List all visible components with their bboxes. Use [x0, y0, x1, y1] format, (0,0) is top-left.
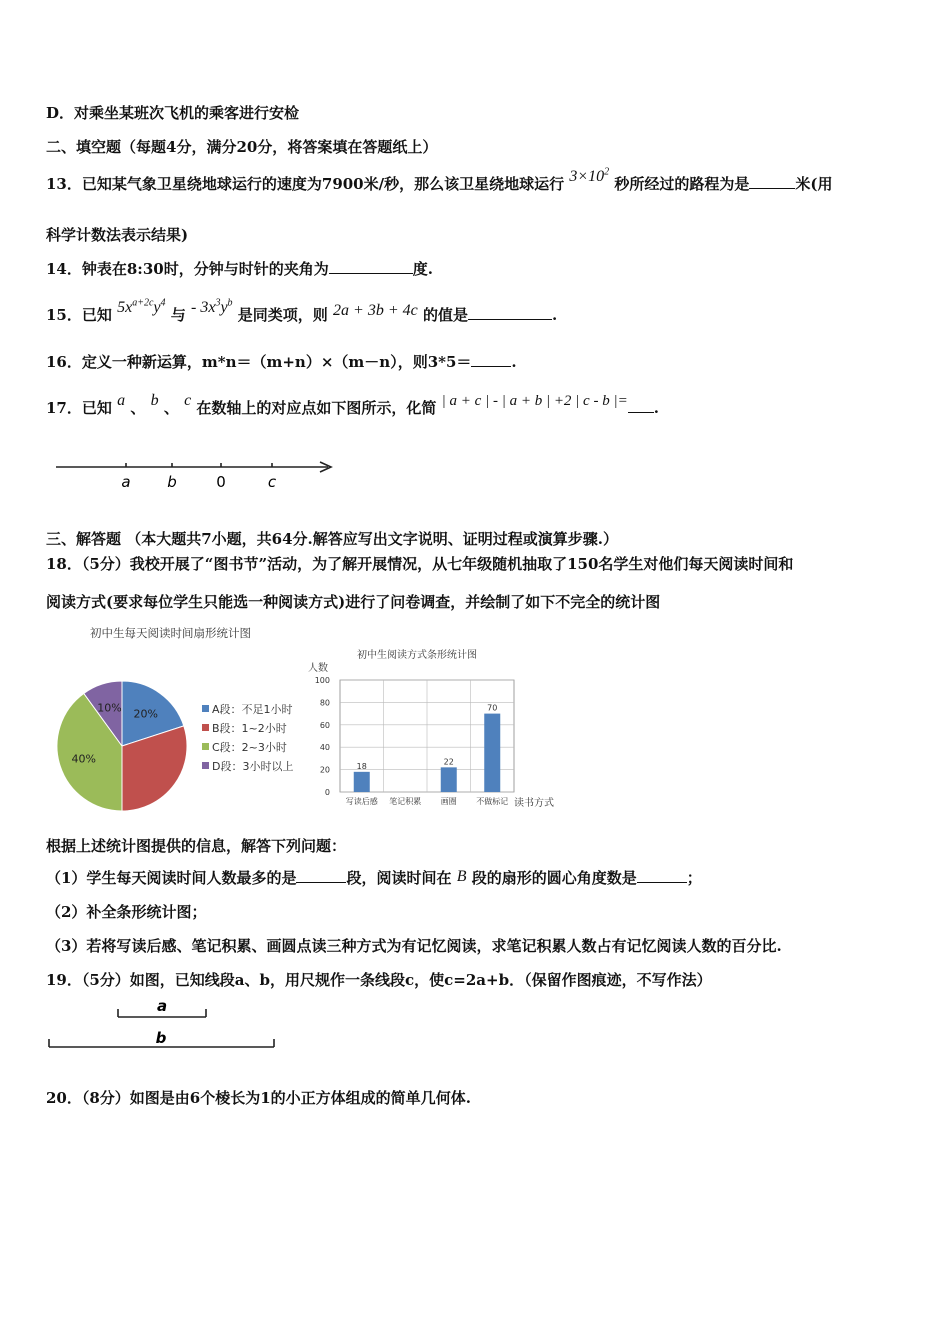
pie-legend-label-0: A段：不足1小时: [212, 703, 293, 716]
pie-slice-label-2: 40%: [71, 752, 96, 766]
bar-ytick-5: 100: [314, 676, 330, 685]
q13-exponent: 2: [604, 166, 610, 178]
bar-2: [441, 767, 457, 792]
q13-text-a: 13．已知某气象卫星绕地球运行的速度为7900米/秒，那么该卫星绕地球运行: [46, 175, 565, 193]
q13-text-b: 秒所经过的路程为是: [614, 175, 750, 193]
question-18-cont: 阅读方式(要求每位学生只能选一种阅读方式)进行了问卷调查，并绘制了如下不完全的统计图: [46, 593, 661, 611]
q17-var-b: b: [150, 392, 159, 409]
q15-t2-exp: 3: [215, 297, 221, 309]
q17-text-b: 在数轴上的对应点如下图所示，化简: [196, 399, 437, 417]
bar-chart-ylabel: 人数: [308, 663, 328, 674]
bar-chart-title: 初中生阅读方式条形统计图: [357, 650, 477, 661]
question-16: [46, 351, 517, 372]
q17-text-a: 17．已知: [46, 399, 112, 417]
pie-slice-label-0: 20%: [133, 707, 158, 721]
q14-text-b: 度.: [412, 260, 433, 278]
pie-chart-title: 初中生每天阅读时间扇形统计图: [90, 626, 251, 640]
question-18-part-1: [46, 867, 702, 888]
q17-var-a: a: [117, 392, 126, 409]
q17-expression: | a + c | - | a + b | +2 | c - b |=: [441, 393, 628, 409]
pie-legend-label-3: D段：3小时以上: [212, 760, 294, 773]
q18-1-text-c: 段的扇形的圆心角度数是: [471, 869, 637, 887]
q14-answer-blank[interactable]: [329, 261, 413, 274]
bar-category-3: 不做标记: [476, 797, 509, 806]
q15-t1-base: 5x: [117, 299, 133, 316]
question-15: [46, 297, 558, 325]
q18-1-text-b: 段，阅读时间在: [346, 869, 452, 887]
q15-text-a: 15．已知: [46, 306, 112, 324]
question-13: [46, 166, 833, 194]
q13-expression: [569, 168, 609, 185]
label-zero: 0: [216, 473, 226, 491]
question-19: 19．（5分）如图，已知线段a、b，用尺规作一条线段c，使c=2a+b．（保留作图痕迹，不写作法）: [46, 971, 712, 989]
q15-t2-yexp: b: [227, 297, 233, 309]
q18-1-blank-1[interactable]: [296, 870, 346, 883]
bar-ytick-1: 20: [319, 765, 330, 775]
q15-term-2: [191, 299, 233, 316]
q15-term-1: [117, 299, 165, 316]
pie-chart: [50, 620, 320, 820]
pie-legend-label-2: C段：2~3小时: [212, 741, 287, 754]
pie-legend-label-1: B段：1~2小时: [212, 722, 287, 735]
section-fill-in-title: 二、填空题（每题4分，满分20分，将答案填在答题纸上）: [46, 138, 438, 156]
q17-var-c: c: [184, 392, 192, 409]
q15-t1-yexp: 4: [160, 297, 166, 309]
bar-3: [484, 714, 500, 792]
q17-sep-2: 、: [163, 399, 179, 417]
bar-chart: [300, 640, 570, 820]
q16-text-b: .: [511, 353, 517, 371]
q15-text-d: 的值是: [422, 306, 468, 324]
q13-base: 3×10: [569, 168, 605, 185]
bar-ytick-4: 80: [319, 698, 330, 708]
question-18-part-3: （3）若将写读后感、笔记积累、画圆点读三种方式为有记忆阅读，求笔记积累人数占有记忆阅读人数的百分比.: [46, 937, 782, 955]
pie-slice-label-3: 10%: [97, 701, 122, 715]
q15-t2-y: y: [220, 299, 228, 316]
q15-expression: 2a + 3b + 4c: [333, 302, 418, 319]
q14-text-a: 14．钟表在8:30时，分钟与时针的夹角为: [46, 260, 329, 278]
label-c: c: [267, 473, 277, 491]
question-20: 20．（8分）如图是由6个棱长为1的小正方体组成的简单几何体.: [46, 1089, 471, 1107]
q16-text-a: 16．定义一种新运算，m*n＝（m+n）×（m－n），则3*5＝: [46, 353, 472, 371]
q17-text-c: .: [653, 399, 659, 417]
q15-answer-blank[interactable]: [468, 307, 552, 320]
q13-text-c: 米(用: [795, 175, 833, 193]
bar-ytick-2: 40: [319, 743, 330, 753]
bar-category-1: 笔记积累: [389, 797, 422, 806]
pie-legend-swatch-3: [202, 762, 209, 769]
q13-answer-blank[interactable]: [749, 176, 795, 189]
question-18: 18．（5分）我校开展了“图书节”活动，为了解开展情况，从七年级随机抽取了150名学生对他们每天阅读时间和: [46, 555, 794, 573]
q15-t1-exp: a+2c: [132, 297, 154, 309]
bar-chart-xlabel: 读书方式: [514, 798, 554, 809]
q18-1-blank-2[interactable]: [637, 870, 687, 883]
bar-ytick-3: 60: [319, 720, 330, 730]
question-18-part-2: （2）补全条形统计图；: [46, 903, 207, 921]
label-b: b: [167, 473, 177, 491]
bar-category-2: 画圈: [440, 797, 457, 806]
q15-text-e: .: [551, 306, 558, 324]
section-answer-title: 三、解答题 （本大题共7小题，共64分.解答应写出文字说明、证明过程或演算步骤.）: [46, 530, 618, 548]
segment-b-label: b: [155, 1029, 167, 1047]
q15-text-c: 是同类项，则: [237, 306, 328, 324]
q17-answer-blank[interactable]: [628, 400, 654, 413]
q17-sep-1: 、: [130, 399, 146, 417]
bar-value-label-0: 18: [356, 761, 367, 771]
bar-0: [354, 772, 370, 792]
pie-legend-swatch-0: [202, 705, 209, 712]
question-18-prompt: 根据上述统计图提供的信息，解答下列问题：: [46, 837, 347, 855]
segment-a-label: a: [156, 997, 168, 1015]
bar-category-0: 写读后感: [345, 797, 378, 806]
label-a: a: [121, 473, 131, 491]
q18-1-text-a: （1）学生每天阅读时间人数最多的是: [46, 869, 297, 887]
option-d: D．对乘坐某班次飞机的乘客进行安检: [46, 104, 300, 122]
bar-ytick-0: 0: [324, 788, 330, 797]
question-14: [46, 258, 433, 279]
bar-value-label-2: 22: [443, 757, 454, 767]
bar-value-label-3: 70: [487, 703, 498, 713]
q15-t1-y: y: [153, 299, 161, 316]
question-17: [46, 392, 659, 418]
q16-answer-blank[interactable]: [471, 354, 511, 367]
number-line-figure: [50, 452, 340, 494]
segments-figure: [44, 995, 284, 1055]
pie-legend-swatch-1: [202, 724, 209, 731]
question-13-cont: 科学计数法表示结果): [46, 226, 189, 244]
q18-1-text-d: ；: [686, 869, 702, 887]
q18-1-var-b: B: [456, 868, 467, 885]
q15-text-b: 与: [170, 306, 186, 324]
q15-t2-base: - 3x: [191, 299, 216, 316]
pie-legend-swatch-2: [202, 743, 209, 750]
